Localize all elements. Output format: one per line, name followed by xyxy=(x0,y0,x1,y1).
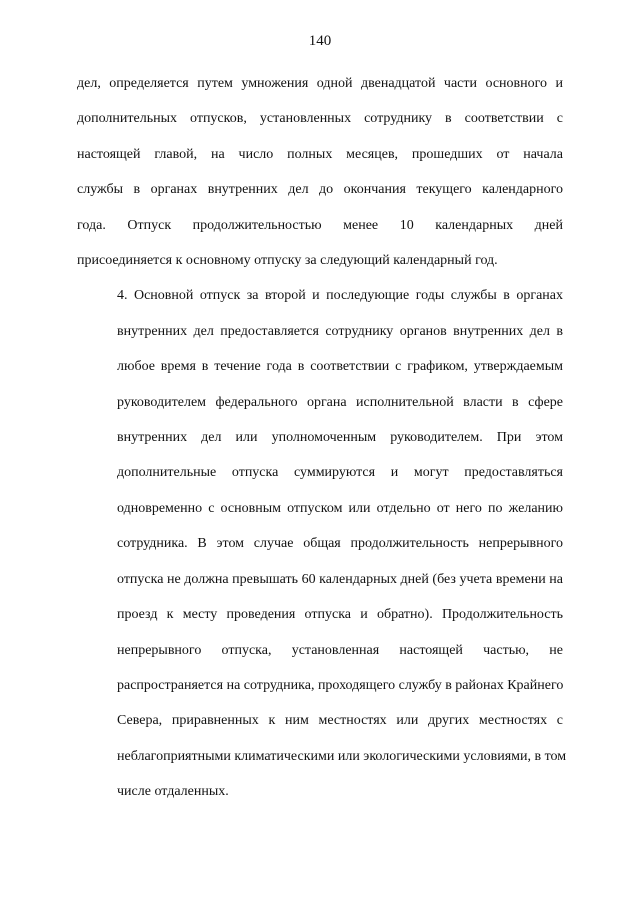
text-line: одновременно с основным отпуском или отдельно от него по желанию xyxy=(117,500,563,516)
text-line: дополнительных отпусков, установленных сотруднику в соответствии с xyxy=(77,111,563,127)
text-line: настоящей главой, на число полных месяцев, прошедших от начала xyxy=(77,146,563,162)
text-line: проезд к месту проведения отпуска и обратно). Продолжительность xyxy=(117,607,563,623)
text-line: внутренних дел предоставляется сотруднику органов внутренних дел в xyxy=(117,323,563,339)
text-line: внутренних дел или уполномоченным руководителем. При этом xyxy=(117,430,563,446)
text-line: службы в органах внутренних дел до окончания текущего календарного xyxy=(77,182,563,198)
text-line: непрерывного отпуска, установленная настоящей частью, не xyxy=(117,642,563,658)
text-line: дел, определяется путем умножения одной двенадцатой части основного и xyxy=(77,76,563,91)
text-line: дополнительные отпуска суммируются и могут предоставляться xyxy=(117,465,563,481)
text-line: отпуска не должна превышать 60 календарных дней (без учета времени на xyxy=(117,571,563,587)
paragraph-clause-4 xyxy=(77,278,567,809)
text-line: распространяется на сотрудника, проходящего службу в районах Крайнего xyxy=(117,677,564,693)
text-line: Севера, приравненных к ним местностях или других местностях с xyxy=(117,713,563,729)
text-line: 4. Основной отпуск за второй и последующие годы службы в органах xyxy=(117,288,563,304)
text-line: руководителем федерального органа исполнительной власти в сфере xyxy=(117,394,563,410)
text-line: сотрудника. В этом случае общая продолжительность непрерывного xyxy=(117,536,563,552)
text-line: года. Отпуск продолжительностью менее 10 календарных дней xyxy=(77,217,563,233)
text-line: числе отдаленных. xyxy=(117,784,229,800)
text-line: любое время в течение года в соответствии с графиком, утверждаемым xyxy=(117,359,563,375)
page-number: 140 xyxy=(308,33,332,49)
document-body xyxy=(77,66,567,810)
text-line: неблагоприятными климатическими или экологическими условиями, в том xyxy=(117,748,567,764)
text-line: присоединяется к основному отпуску за следующий календарный год. xyxy=(77,253,498,269)
paragraph-continuation xyxy=(77,66,563,278)
